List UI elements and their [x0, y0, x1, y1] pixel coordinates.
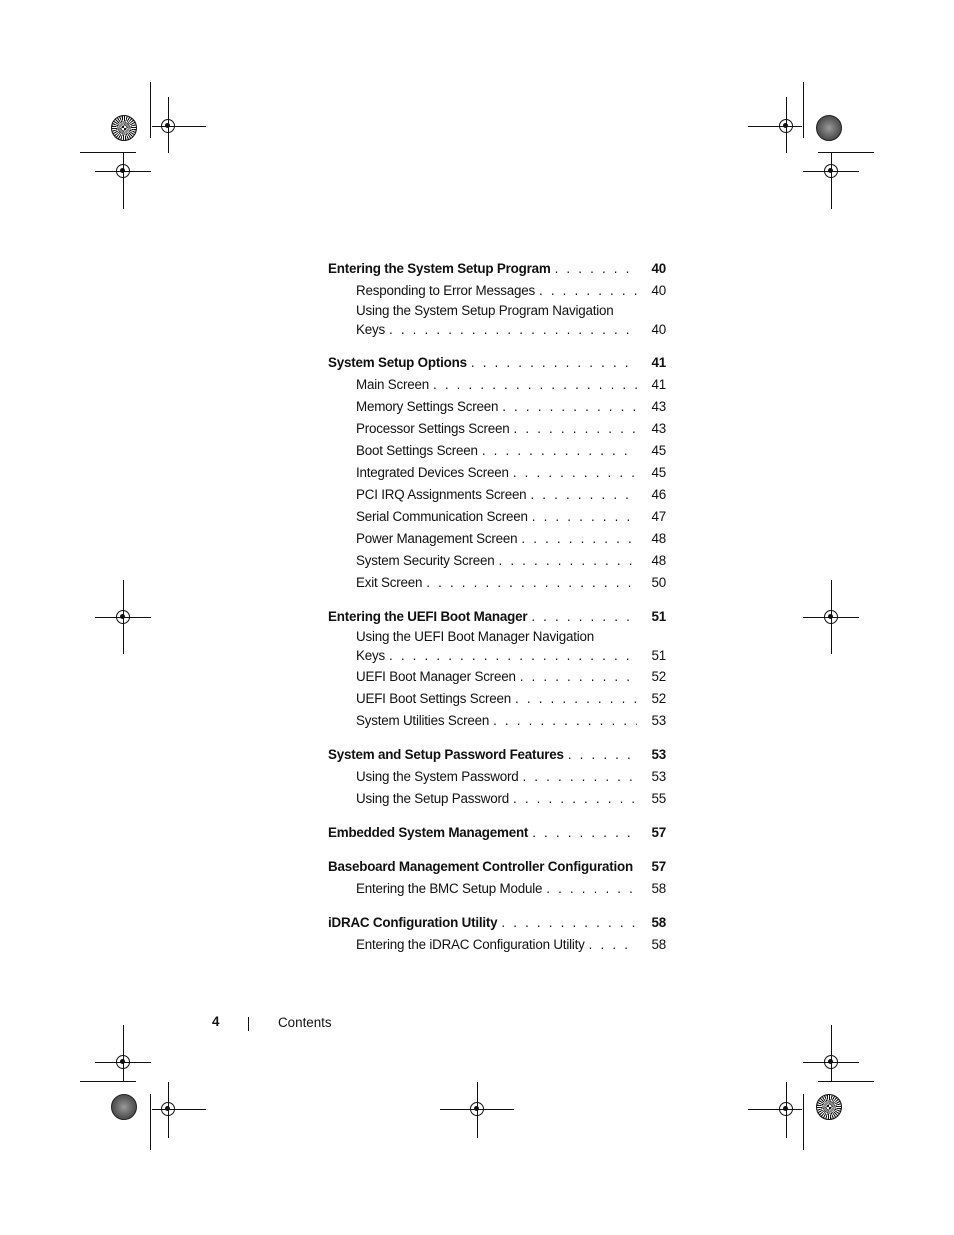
toc-entry-title: Boot Settings Screen — [356, 443, 478, 458]
toc-entry-title: System Security Screen — [356, 553, 495, 568]
toc-entry-leader — [356, 710, 637, 732]
toc-entry-leader — [356, 688, 637, 710]
toc-entry-title: System Setup Options — [328, 355, 467, 370]
toc-entry-leader — [356, 934, 637, 956]
toc-entry-title-line1: Using the System Setup Program Navigation — [356, 303, 614, 318]
crop-mark — [748, 126, 802, 127]
dot-leader — [551, 258, 637, 280]
toc-entry-title: System and Setup Password Features — [328, 747, 564, 762]
registration-target-icon — [824, 1055, 838, 1069]
toc-entry-title: Serial Communication Screen — [356, 509, 528, 524]
toc-entry-title: Main Screen — [356, 377, 429, 392]
toc-subsection-entry[interactable] — [328, 484, 666, 506]
toc-entry-title: Power Management Screen — [356, 531, 518, 546]
dot-leader — [509, 462, 637, 484]
toc-entry-leader — [356, 878, 637, 900]
toc-entry-title: UEFI Boot Manager Screen — [356, 669, 516, 684]
crop-mark — [818, 152, 874, 153]
toc-section-entry[interactable] — [328, 822, 666, 844]
toc-entry-leader — [356, 528, 637, 550]
toc-entry-title: PCI IRQ Assignments Screen — [356, 487, 527, 502]
registration-target-icon — [824, 610, 838, 624]
toc-page-number: 48 — [651, 553, 666, 568]
dot-leader — [526, 484, 637, 506]
toc-entry-leader — [328, 606, 637, 628]
toc-subsection-entry[interactable] — [328, 788, 666, 810]
registration-target-icon — [779, 1102, 793, 1116]
dot-leader — [422, 572, 637, 594]
dot-leader — [528, 822, 637, 844]
toc-subsection-entry[interactable] — [328, 396, 666, 418]
dot-leader — [535, 280, 637, 302]
toc-page-number: 41 — [651, 377, 666, 392]
toc-page-number: 51 — [651, 609, 666, 624]
dot-leader — [517, 528, 637, 550]
toc-page-number: 53 — [651, 747, 666, 762]
toc-page-number: 58 — [651, 937, 666, 952]
dot-leader — [516, 666, 637, 688]
crop-mark — [831, 153, 832, 209]
toc-entry-leader — [356, 484, 637, 506]
dot-leader — [585, 934, 637, 956]
toc-page-number: 52 — [651, 691, 666, 706]
crop-mark — [803, 82, 804, 138]
toc-entry-leader — [328, 856, 637, 878]
toc-page-number: 45 — [651, 443, 666, 458]
dot-leader — [385, 645, 637, 667]
toc-entry-title: Using the System Password — [356, 769, 519, 784]
dot-leader — [467, 352, 637, 374]
dot-leader — [511, 688, 637, 710]
toc-entry-leader — [356, 666, 637, 688]
toc-subsection-entry[interactable] — [328, 934, 666, 956]
toc-page-number: 53 — [651, 769, 666, 784]
toc-section-entry[interactable] — [328, 352, 666, 374]
toc-page-number: 57 — [651, 825, 666, 840]
crop-mark — [150, 1094, 151, 1150]
toc-section-entry[interactable] — [328, 856, 666, 878]
toc-subsection-entry[interactable] — [328, 302, 666, 340]
toc-page-number: 40 — [651, 283, 666, 298]
toc-subsection-entry[interactable] — [328, 766, 666, 788]
crop-mark — [150, 82, 151, 138]
toc-entry-title: Entering the UEFI Boot Manager — [328, 609, 528, 624]
registration-target-icon — [824, 164, 838, 178]
registration-target-icon — [161, 119, 175, 133]
page-number: 4 — [212, 1014, 220, 1029]
toc-entry-title: System Utilities Screen — [356, 713, 490, 728]
crop-mark — [748, 1109, 802, 1110]
toc-page-number: 40 — [651, 322, 666, 337]
toc-entry-title: Memory Settings Screen — [356, 399, 499, 414]
toc-entry-leader — [356, 418, 637, 440]
toc-entry-leader — [328, 822, 637, 844]
toc-section-entry[interactable] — [328, 258, 666, 280]
registration-target-icon — [779, 119, 793, 133]
toc-entry-title: Using the Setup Password — [356, 791, 509, 806]
crop-mark — [818, 1081, 874, 1082]
registration-disc-icon — [816, 115, 842, 141]
toc-entry-title: Integrated Devices Screen — [356, 465, 509, 480]
toc-entry-title: Keys — [356, 322, 385, 337]
toc-page-number: 53 — [651, 713, 666, 728]
dot-leader — [429, 374, 637, 396]
toc-entry-leader — [356, 550, 637, 572]
toc-entry-title: Entering the System Setup Program — [328, 261, 551, 276]
dot-leader — [494, 550, 637, 572]
registration-starburst-icon — [816, 1094, 842, 1120]
toc-subsection-entry[interactable] — [328, 572, 666, 594]
toc-subsection-entry[interactable] — [328, 418, 666, 440]
toc-entry-leader — [328, 352, 637, 374]
crop-mark — [123, 1025, 124, 1081]
toc-subsection-entry[interactable] — [328, 374, 666, 396]
toc-page-number: 58 — [651, 881, 666, 896]
registration-target-icon — [116, 610, 130, 624]
dot-leader — [527, 606, 637, 628]
toc-entry-title-line1: Using the UEFI Boot Manager Navigation — [356, 629, 595, 644]
toc-entry-leader — [356, 374, 637, 396]
crop-mark — [80, 1081, 136, 1082]
toc-entry-leader — [356, 396, 637, 418]
registration-target-icon — [116, 164, 130, 178]
crop-mark — [803, 1094, 804, 1150]
toc-subsection-entry[interactable] — [328, 280, 666, 302]
toc-subsection-entry[interactable] — [328, 710, 666, 732]
toc-entry-title: Entering the iDRAC Configuration Utility — [356, 937, 585, 952]
toc-section-entry[interactable] — [328, 912, 666, 934]
toc-entry-title: iDRAC Configuration Utility — [328, 915, 498, 930]
dot-leader — [564, 744, 637, 766]
toc-entry-leader — [356, 440, 637, 462]
toc-entry-leader — [328, 258, 637, 280]
dot-leader — [498, 396, 637, 418]
toc-entry-leader — [356, 506, 637, 528]
toc-subsection-entry[interactable] — [328, 628, 666, 666]
toc-page-number: 51 — [651, 648, 666, 663]
toc-entry-leader — [356, 572, 637, 594]
dot-leader — [385, 319, 637, 341]
toc-entry-title: Keys — [356, 648, 385, 663]
toc-page-number: 58 — [651, 915, 666, 930]
toc-entry-title: Embedded System Management — [328, 825, 529, 840]
toc-subsection-entry[interactable] — [328, 878, 666, 900]
toc-entry-leader — [328, 744, 637, 766]
registration-target-icon — [161, 1102, 175, 1116]
toc-entry-leader — [356, 280, 637, 302]
table-of-contents — [328, 258, 666, 956]
dot-leader — [489, 710, 637, 732]
dot-leader — [497, 912, 637, 934]
footer-separator — [248, 1017, 249, 1031]
toc-page-number: 40 — [651, 261, 666, 276]
footer-section-label: Contents — [278, 1015, 332, 1030]
toc-entry-title: Exit Screen — [356, 575, 423, 590]
crop-mark — [80, 152, 136, 153]
registration-target-icon — [470, 1102, 484, 1116]
toc-entry-title: UEFI Boot Settings Screen — [356, 691, 512, 706]
dot-leader — [478, 440, 637, 462]
toc-entry-leader — [356, 645, 637, 667]
toc-entry-title: Responding to Error Messages — [356, 283, 535, 298]
toc-page-number: 43 — [651, 421, 666, 436]
toc-page-number: 46 — [651, 487, 666, 502]
toc-entry-leader — [356, 462, 637, 484]
toc-section-entry[interactable] — [328, 744, 666, 766]
toc-entry-leader — [356, 766, 637, 788]
toc-page-number: 41 — [651, 355, 666, 370]
toc-page-number: 55 — [651, 791, 666, 806]
toc-entry-title: Baseboard Management Controller Configuration — [328, 859, 633, 874]
toc-subsection-entry[interactable] — [328, 506, 666, 528]
registration-disc-icon — [111, 1094, 137, 1120]
toc-subsection-entry[interactable] — [328, 666, 666, 688]
toc-page-number: 48 — [651, 531, 666, 546]
toc-entry-leader — [328, 912, 637, 934]
dot-leader — [633, 856, 637, 878]
toc-entry-title: Processor Settings Screen — [356, 421, 510, 436]
dot-leader — [518, 766, 637, 788]
toc-subsection-entry[interactable] — [328, 462, 666, 484]
crop-mark — [831, 1025, 832, 1081]
crop-mark — [123, 153, 124, 209]
dot-leader — [542, 878, 637, 900]
toc-page-number: 43 — [651, 399, 666, 414]
toc-subsection-entry[interactable] — [328, 440, 666, 462]
toc-subsection-entry[interactable] — [328, 688, 666, 710]
toc-subsection-entry[interactable] — [328, 550, 666, 572]
toc-entry-leader — [356, 788, 637, 810]
registration-target-icon — [116, 1055, 130, 1069]
dot-leader — [528, 506, 637, 528]
toc-page-number: 57 — [651, 859, 666, 874]
toc-page-number: 52 — [651, 669, 666, 684]
dot-leader — [510, 418, 637, 440]
toc-subsection-entry[interactable] — [328, 528, 666, 550]
toc-section-entry[interactable] — [328, 606, 666, 628]
toc-page-number: 45 — [651, 465, 666, 480]
toc-entry-leader — [356, 319, 637, 341]
toc-entry-title: Entering the BMC Setup Module — [356, 881, 543, 896]
toc-page-number: 47 — [651, 509, 666, 524]
dot-leader — [509, 788, 637, 810]
toc-page-number: 50 — [651, 575, 666, 590]
registration-starburst-icon — [111, 115, 137, 141]
